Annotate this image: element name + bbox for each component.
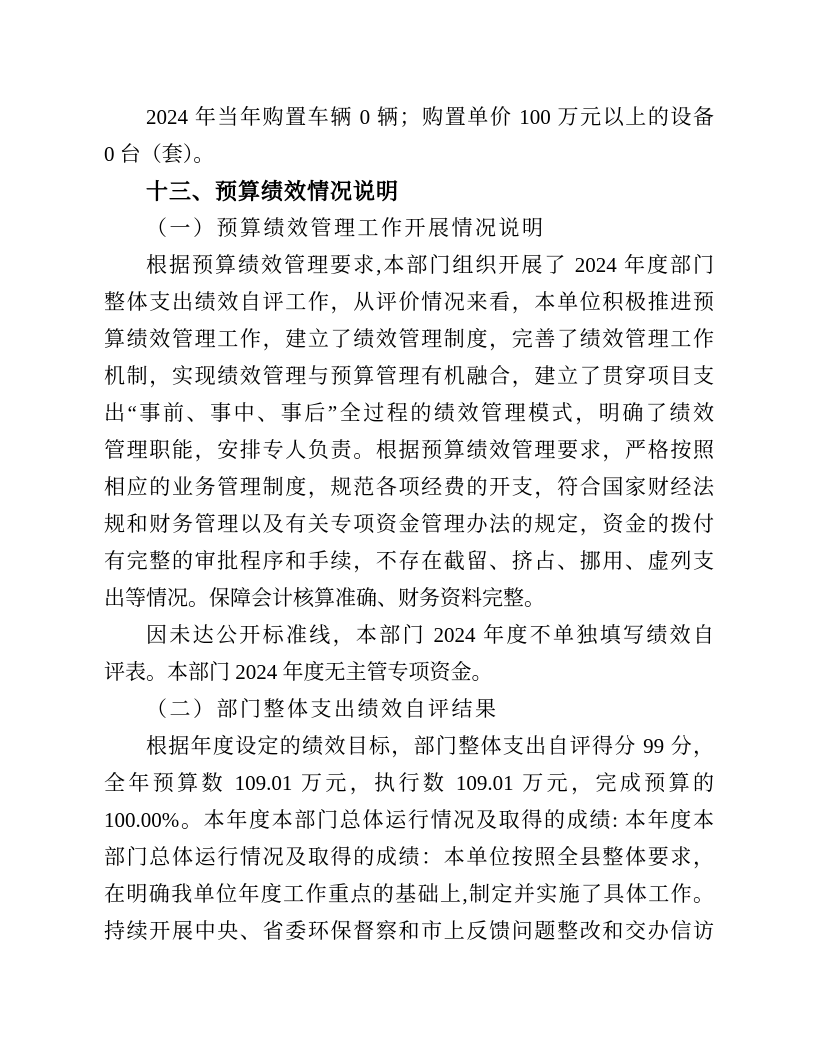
text-line: 在明确我单位年度工作重点的基础上,制定并实施了具体工作。 — [104, 882, 714, 906]
text-line: 规和财务管理以及有关专项资金管理办法的规定，资金的拨付 — [104, 512, 714, 536]
text-line: 算绩效管理工作，建立了绩效管理制度，完善了绩效管理工作 — [104, 327, 714, 351]
text-line: 2024 年当年购置车辆 0 辆；购置单价 100 万元以上的设备 — [146, 105, 714, 129]
text-line: 出等情况。保障会计核算准确、财务资料完整。 — [104, 586, 545, 610]
text-line: 因未达公开标准线，本部门 2024 年度不单独填写绩效自 — [146, 623, 714, 647]
section-heading: 十三、预算绩效情况说明 — [146, 179, 400, 204]
text-line: 有完整的审批程序和手续，不存在截留、挤占、挪用、虚列支 — [104, 549, 714, 573]
subsection-heading: （二）部门整体支出绩效自评结果 — [146, 697, 499, 721]
document-content — [104, 99, 714, 950]
text-line: 相应的业务管理制度，规范各项经费的开支，符合国家财经法 — [104, 475, 714, 499]
text-line: 评表。本部门 2024 年度无主管专项资金。 — [104, 660, 493, 684]
text-line: 全年预算数 109.01 万元，执行数 109.01 万元，完成预算的 — [104, 771, 714, 795]
subsection-heading: （一）预算绩效管理工作开展情况说明 — [146, 216, 546, 240]
text-line: 部门总体运行情况及取得的成绩：本单位按照全县整体要求， — [104, 845, 714, 869]
text-line: 根据预算绩效管理要求,本部门组织开展了 2024 年度部门 — [146, 253, 714, 277]
text-line: 持续开展中央、省委环保督察和市上反馈问题整改和交办信访 — [104, 919, 714, 943]
text-line: 根据年度设定的绩效目标，部门整体支出自评得分 99 分， — [146, 734, 714, 758]
text-line: 整体支出绩效自评工作，从评价情况来看，本单位积极推进预 — [104, 290, 714, 314]
text-line: 机制，实现绩效管理与预算管理有机融合，建立了贯穿项目支 — [104, 364, 714, 388]
text-line: 100.00%。本年度本部门总体运行情况及取得的成绩: 本年度本 — [104, 808, 714, 832]
text-line: 0 台（套）。 — [104, 142, 215, 166]
text-line: 出“事前、事中、事后”全过程的绩效管理模式，明确了绩效 — [104, 401, 714, 425]
text-line: 管理职能，安排专人负责。根据预算绩效管理要求，严格按照 — [104, 438, 714, 462]
